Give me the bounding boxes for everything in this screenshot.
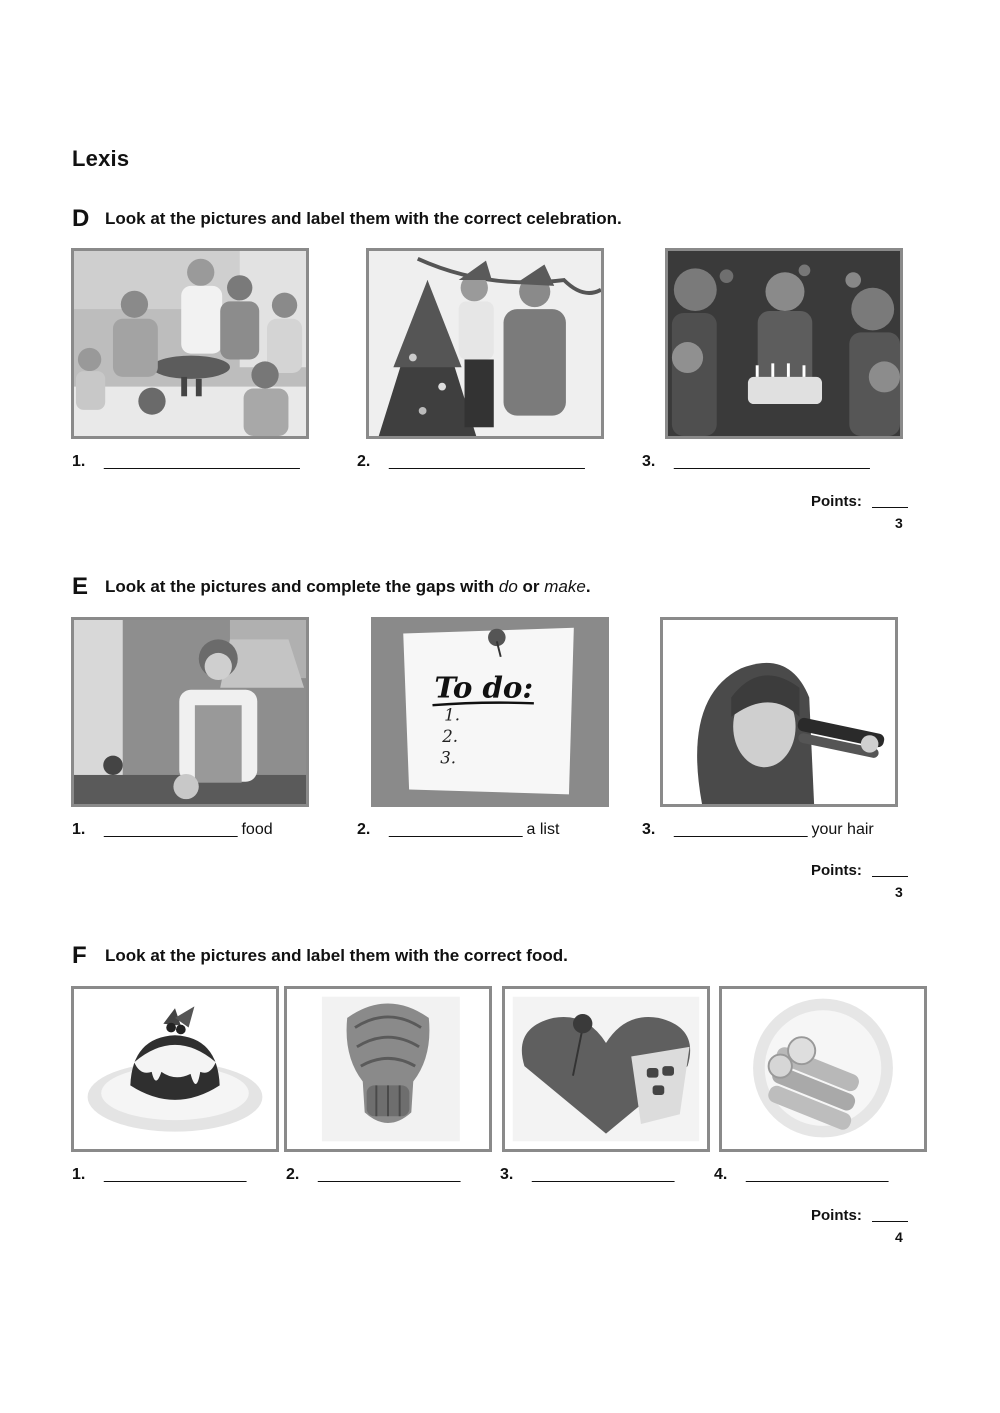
- item-number: 3.: [642, 453, 656, 470]
- note-line-1: 1.: [444, 705, 460, 725]
- points-label: Points:: [811, 1207, 862, 1224]
- section-f-item-4: [714, 1166, 888, 1184]
- item-number: 1.: [72, 453, 86, 470]
- birthday-cake-photo: [665, 248, 903, 439]
- family-dinner-photo: [71, 248, 309, 439]
- answer-blank-2[interactable]: ______________________: [389, 453, 585, 470]
- item-tail: food: [241, 821, 273, 838]
- pancakes-plate-photo: [719, 986, 927, 1152]
- section-f-item-1: [72, 1166, 246, 1184]
- section-d-item-1: [72, 453, 300, 471]
- answer-blank-1[interactable]: ________________: [104, 1166, 247, 1183]
- item-number: 2.: [357, 821, 371, 838]
- heart-chocolate-box-photo: [502, 986, 710, 1152]
- section-e-item-3: [642, 821, 874, 839]
- answer-blank-1[interactable]: _______________: [104, 821, 238, 838]
- section-f-item-3: [500, 1166, 674, 1184]
- christmas-tree-photo: [366, 248, 604, 439]
- item-number: 3.: [642, 821, 656, 838]
- points-label: Points:: [811, 862, 862, 879]
- points-total: 4: [895, 1229, 903, 1245]
- woman-cooking-photo: [71, 617, 309, 807]
- item-number: 4.: [714, 1166, 728, 1183]
- item-number: 2.: [357, 453, 371, 470]
- page-heading: Lexis: [72, 146, 130, 171]
- to-do-note-photo: [371, 617, 609, 807]
- answer-blank-3[interactable]: ________________: [532, 1166, 675, 1183]
- answer-blank-3[interactable]: ______________________: [674, 453, 870, 470]
- answer-blank-2[interactable]: ________________: [318, 1166, 461, 1183]
- points-total: 3: [895, 884, 903, 900]
- item-tail: a list: [526, 821, 560, 838]
- points-total: 3: [895, 515, 903, 531]
- points-line[interactable]: [872, 507, 908, 508]
- section-e-points: [811, 862, 921, 900]
- section-d-points: [811, 493, 921, 531]
- section-e-item-2: [357, 821, 559, 839]
- section-f-letter: F: [72, 942, 87, 969]
- word-do: do: [498, 577, 518, 596]
- section-d-title: [72, 205, 622, 233]
- points-line[interactable]: [872, 876, 908, 877]
- note-line-3: 3.: [440, 748, 457, 768]
- answer-blank-3[interactable]: _______________: [674, 821, 808, 838]
- section-f-item-2: [286, 1166, 460, 1184]
- section-d-instruction: Look at the pictures and label them with the correct celebration.: [105, 209, 622, 228]
- note-title: To do:: [434, 670, 534, 705]
- bread-loaf-photo: [284, 986, 492, 1152]
- answer-blank-4[interactable]: ________________: [746, 1166, 889, 1183]
- section-d-item-3: [642, 453, 870, 471]
- section-e-item-1: [72, 821, 273, 839]
- christmas-pudding-photo: [71, 986, 279, 1152]
- section-e-letter: E: [72, 573, 89, 600]
- word-make: make: [544, 577, 586, 596]
- section-e-title: [72, 573, 591, 601]
- section-d-item-2: [357, 453, 585, 471]
- points-line[interactable]: [872, 1221, 908, 1222]
- item-tail: your hair: [811, 821, 874, 838]
- word-or: or: [517, 577, 545, 596]
- item-number: 2.: [286, 1166, 300, 1183]
- item-number: 3.: [500, 1166, 514, 1183]
- section-f-title: [72, 942, 568, 970]
- note-line-2: 2.: [442, 727, 459, 747]
- period: .: [585, 577, 591, 596]
- answer-blank-2[interactable]: _______________: [389, 821, 523, 838]
- section-d-letter: D: [72, 205, 90, 232]
- item-number: 1.: [72, 1166, 86, 1183]
- points-label: Points:: [811, 493, 862, 510]
- section-f-instruction: Look at the pictures and label them with the correct food.: [105, 946, 568, 965]
- item-number: 1.: [72, 821, 86, 838]
- answer-blank-1[interactable]: ______________________: [104, 453, 300, 470]
- section-f-points: [811, 1207, 921, 1245]
- section-e-instruction: Look at the pictures and complete the gaps with: [105, 577, 499, 596]
- hair-straightener-photo: [660, 617, 898, 807]
